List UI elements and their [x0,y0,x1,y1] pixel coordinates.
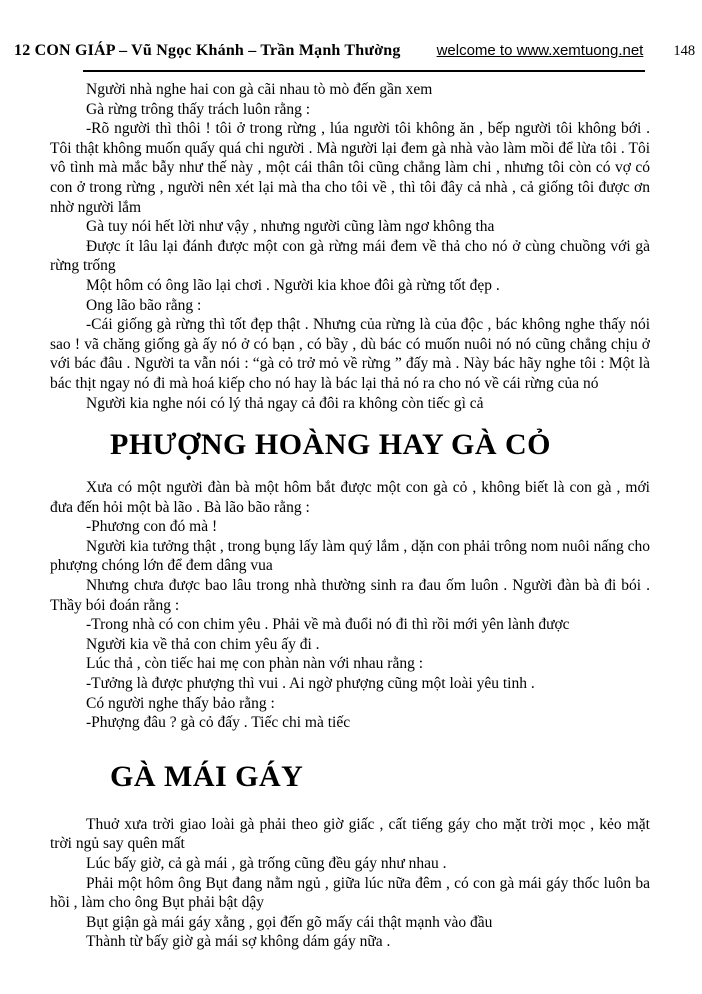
site-link[interactable]: welcome to www.xemtuong.net [436,42,644,59]
page-header [14,42,696,60]
paragraph: Người kia nghe nói có lý thả ngay cả đôi ra không còn tiếc gì cả [86,394,484,412]
section-heading-ga-mai-gay: GÀ MÁI GÁY [110,759,304,793]
paragraph: -Rõ người thì thôi ! tôi ở trong rừng , lúa người tôi không ăn , bếp người tôi không bới . Tôi thật không muốn quấy quá chi người . Mà người lại đem gà nhà vào làm mồi để lừa tôi . Tôi vô tình mà mắc bẫy như thế này , một cái thân tôi cũng chẳng làm chi , nhưng tôi còn có vợ có con ở trong rừng , người nên xét lại mà tha cho tôi về , thì tôi đây cả nhà , cả giống tôi được ơn nhờ người lắm [50,120,650,216]
paragraph: Bụt giận gà mái gáy xằng , gọi đến gõ mấy cái thật mạnh vào đầu [86,913,493,931]
paragraph: Người nhà nghe hai con gà cãi nhau tò mò đến gần xem [86,81,433,98]
paragraph: Ong lão bão rằng : [86,296,202,314]
paragraph: Lúc thả , còn tiếc hai mẹ con phàn nàn với nhau rằng : [86,655,424,673]
header-divider [83,70,645,72]
paragraph: Lúc bấy giờ, cả gà mái , gà trống cũng đều gáy như nhau . [86,855,447,872]
paragraph: Người kia về thả con chim yêu ấy đi . [86,635,320,653]
paragraph: Thuở xưa trời giao loài gà phải theo giờ giấc , cất tiếng gáy cho mặt trời mọc , kẻo mặt trời ngủ say quên mất [50,815,650,853]
paragraph: -Tưởng là được phượng thì vui . Ai ngờ phượng cũng một loài yêu tinh . [86,675,535,693]
paragraph: Thành từ bấy giờ gà mái sợ không dám gáy nữa . [86,933,391,951]
paragraph: Người kia tưởng thật , trong bụng lấy làm quý lắm , dặn con phải trông nom nuôi nấng cho phượng chóng lớn để đem dâng vua [50,537,650,575]
paragraph: Nhưng chưa được bao lâu trong nhà thường sinh ra đau ốm luôn . Người đàn bà đi bói . Thầy bói đoán rằng : [50,577,650,614]
paragraph: Có người nghe thấy bảo rằng : [86,694,275,712]
paragraph: Gà rừng trông thấy trách luôn rằng : [86,100,311,118]
page-content [50,80,650,952]
book-title: 12 CON GIÁP – Vũ Ngọc Khánh – Trần Mạnh Thường [14,42,401,59]
paragraph: Gà tuy nói hết lời như vậy , nhưng người cũng làm ngơ không tha [86,218,495,236]
section-heading-phuong-hoang-hay-ga-co: PHƯỢNG HOÀNG HAY GÀ CỎ [110,428,552,462]
paragraph: -Phượng đâu ? gà cỏ đấy . Tiếc chi mà tiếc [86,714,351,732]
paragraph: -Cái giống gà rừng thì tốt đẹp thật . Nhưng của rừng là của độc , bác không nghe thấy nói sao ! vã chăng giống gà ấy nó ở có bạn , có bầy , dù bác có muốn nuôi nó nó cũng chẳng chịu ở với bác đâu . Người ta vẫn nói : “gà cỏ trở mỏ về rừng ” đấy mà . Này bác hãy nghe tôi : Một là bác thịt ngay nó đi mà hoá kiếp cho nó hay là bác lại thả nó ra cho nó về cái rừng của nó [50,316,650,392]
paragraph: -Trong nhà có con chim yêu . Phải về mà đuổi nó đi thì rồi mới yên lành được [86,616,570,634]
paragraph: Được ít lâu lại đánh được một con gà rừng mái đem về thả cho nó ở cùng chuồng với gà rừng trống [50,237,650,275]
page-number: 148 [673,43,696,59]
paragraph: -Phương con đó mà ! [86,518,218,536]
paragraph: Phải một hôm ông Bụt đang nằm ngủ , giữa lúc nữa đêm , có con gà mái gáy thốc luôn ba hồi , làm cho ông Bụt phải bật dậy [50,874,650,912]
paragraph: Một hôm có ông lão lại chơi . Người kia khoe đôi gà rừng tốt đẹp . [86,276,500,294]
paragraph: Xưa có một người đàn bà một hôm bắt được một con gà cỏ , không biết là con gà , mới đưa đến hỏi một bà lão . Bà lão bão rằng : [50,479,650,516]
